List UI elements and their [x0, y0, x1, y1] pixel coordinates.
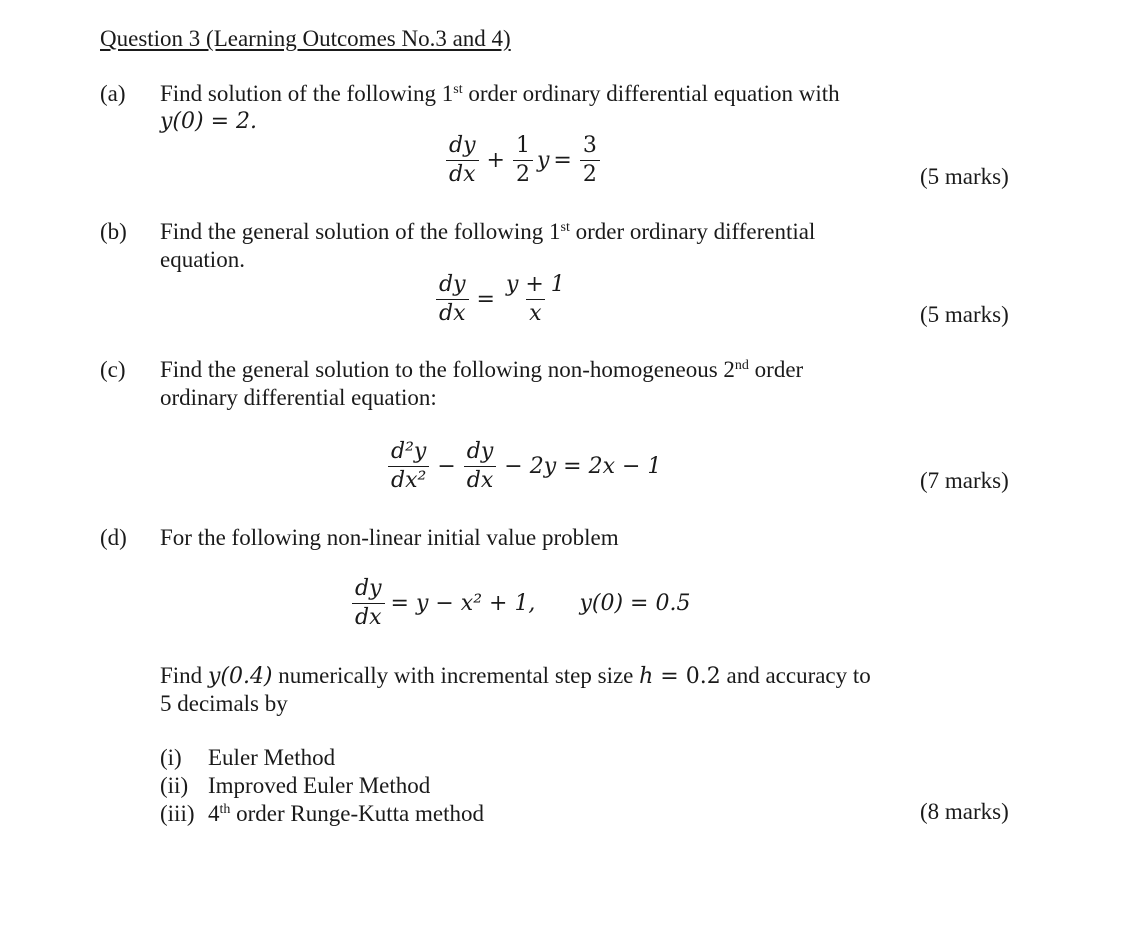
part-b-line2: equation. — [160, 247, 245, 272]
part-b-equation: $\frac{dy}{dx}$ = $\frac{y + 1}{x}$ — [432, 273, 572, 326]
part-a-label: (a) — [100, 81, 126, 106]
part-a-equation: $\frac{dy}{dx}$ + $\frac{1}{2}$ y = $\frac{3}{2}$ — [442, 134, 604, 187]
part-d-equation: $\frac{dy}{dx}$ = y − x² + 1, y(0) = 0.5 — [348, 577, 690, 630]
part-a-line1: Find solution of the following 1st order ordinary differential equation with — [160, 81, 840, 106]
question-title: Question 3 (Learning Outcomes No.3 and 4) — [100, 26, 511, 51]
part-d-line1: For the following non-linear initial value problem — [160, 525, 619, 550]
part-a-initial-condition: y(0) = 2. — [160, 109, 258, 134]
part-c-marks: (7 marks) — [920, 468, 1009, 493]
part-b-marks: (5 marks) — [920, 302, 1009, 327]
part-c-label: (c) — [100, 357, 126, 382]
part-c-line1: Find the general solution to the following non-homogeneous 2nd order — [160, 357, 804, 382]
part-d-find-line: Find y(0.4) numerically with incremental step size h = 0.2 and accuracy to — [160, 663, 871, 689]
part-a-marks: (5 marks) — [920, 164, 1009, 189]
method-item: (ii) Improved Euler Method — [160, 773, 431, 798]
part-c-equation: $\frac{\text{d²y}}{\text{dx²}}$ − $\frac{dy}{dx}$ − 2y = 2x − 1 — [384, 440, 661, 493]
part-b-label: (b) — [100, 219, 127, 244]
part-b-line1: Find the general solution of the following 1st order ordinary differential — [160, 219, 816, 244]
part-c-line2: ordinary differential equation: — [160, 385, 437, 410]
part-d-marks: (8 marks) — [920, 799, 1009, 824]
method-item: (i) Euler Method — [160, 745, 336, 770]
method-item: (iii) 4th order Runge-Kutta method — [160, 801, 484, 826]
part-d-line3: 5 decimals by — [160, 691, 288, 716]
part-d-label: (d) — [100, 525, 127, 550]
